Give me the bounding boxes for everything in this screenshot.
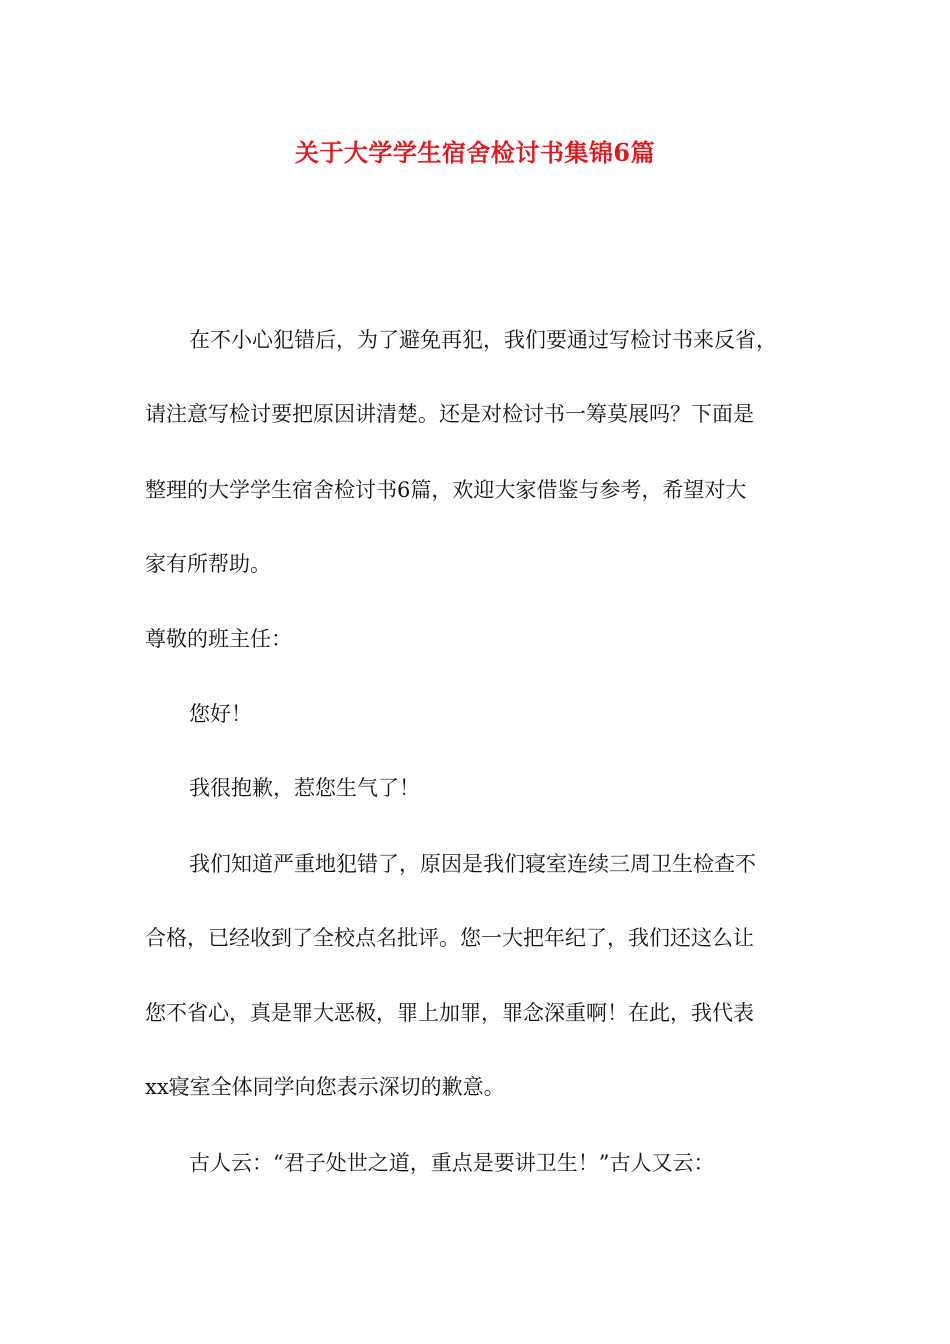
paragraph-line: 家有所帮助。 bbox=[145, 552, 271, 576]
paragraph-line: 您不省心，真是罪大恶极，罪上加罪，罪念深重啊！在此，我代表 bbox=[145, 1001, 754, 1025]
document-title: 关于大学学生宿舍检讨书集锦6篇 bbox=[294, 138, 656, 167]
paragraph-line: 古人云：“君子处世之道，重点是要讲卫生！”古人又云： bbox=[189, 1151, 715, 1175]
paragraph-line: xx寝室全体同学向您表示深切的歉意。 bbox=[145, 1075, 505, 1099]
greeting: 您好！ bbox=[189, 702, 252, 726]
paragraph-line: 整理的大学学生宿舍检讨书6篇，欢迎大家借鉴与参考，希望对大 bbox=[145, 478, 747, 502]
paragraph-line: 我们知道严重地犯错了，原因是我们寝室连续三周卫生检查不 bbox=[189, 852, 756, 876]
salutation: 尊敬的班主任： bbox=[145, 627, 292, 651]
paragraph-line: 我很抱歉，惹您生气了！ bbox=[189, 776, 420, 800]
paragraph-line: 请注意写检讨要把原因讲清楚。还是对检讨书一筹莫展吗？下面是 bbox=[145, 402, 754, 426]
paragraph-line: 在不小心犯错后，为了避免再犯，我们要通过写检讨书来反省， bbox=[189, 328, 777, 352]
paragraph-line: 合格，已经收到了全校点名批评。您一大把年纪了，我们还这么让 bbox=[145, 926, 754, 950]
